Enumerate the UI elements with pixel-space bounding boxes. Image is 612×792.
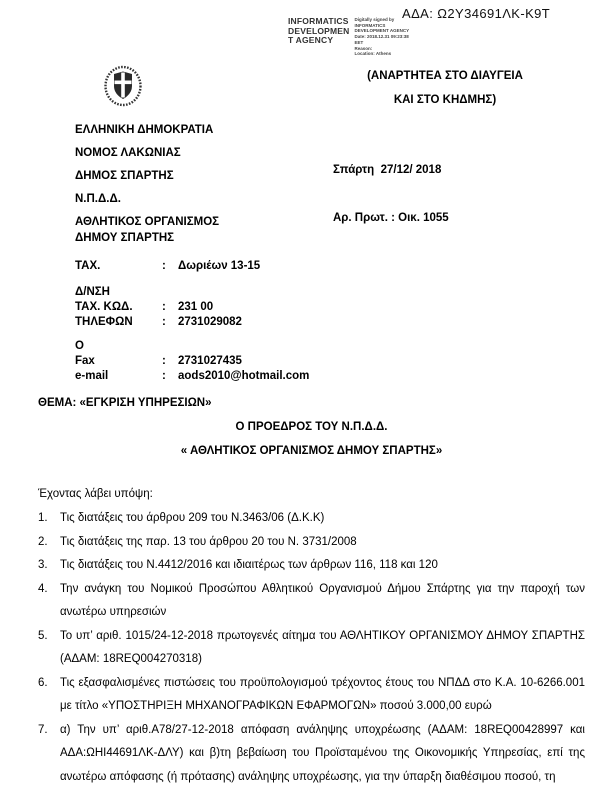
contact-separator — [162, 339, 178, 354]
list-item — [38, 554, 585, 578]
list-item — [38, 578, 585, 625]
contact-label: Fax — [75, 355, 95, 367]
contact-label: e-mail — [75, 370, 109, 382]
signature-detail-line: Location: Athens — [354, 51, 392, 57]
contact-row-email — [75, 369, 309, 384]
list-item-text: Το υπ’ αριθ. 1015/24-12-2018 πρωτογενές αίτημα του ΑΘΛΗΤΙΚΟΥ ΟΡΓΑΝΙΣΜΟΥ ΔΗΜΟΥ ΣΠΑΡΤΗΣ (ΑΔΑΜ: 18REQ004270318) — [60, 629, 585, 665]
list-item-text: Τις εξασφαλισμένες πιστώσεις του προϋπολογισμού τρέχοντος έτους του ΝΠΔΔ στο Κ.Α. 10-6266.001 με τίτλο «ΥΠΟΣΤΗΡΙΞΗ ΜΗΧΑΝΟΓΡΑΦΙΚΩΝ ΕΦΑΡΜΟΓΩΝ» ποσού 3.000,00 ευρώ — [60, 676, 585, 712]
signature-details — [355, 17, 410, 57]
contact-separator: : — [162, 260, 166, 272]
president-title: Ο ΠΡΟΕΔΡΟΣ ΤΟΥ Ν.Π.Δ.Δ. — [235, 421, 388, 433]
contact-row-fax — [75, 354, 309, 369]
list-item — [38, 672, 585, 719]
organization-line2: ΔΗΜΟΥ ΣΠΑΡΤΗΣ — [75, 232, 175, 244]
subject-line: ΘΕΜΑ: «ΕΓΚΡΙΣΗ ΥΠΗΡΕΣΙΩΝ» — [38, 397, 212, 409]
contact-separator: : — [162, 355, 166, 367]
contact-label: ΤΑΧ. — [75, 260, 101, 272]
list-item — [38, 625, 585, 672]
signature-detail-line: Reason: — [354, 45, 373, 51]
list-item-text: Την ανάγκη του Νομικού Προσώπου Αθλητικού Οργανισμού Δήμου Σπάρτης για την παροχή των ανωτέρω υπηρεσιών — [60, 582, 585, 618]
signature-agency-line: INFORMATICS — [288, 16, 349, 26]
publication-note-line2: ΚΑΙ ΣΤΟ ΚΗΔΜΗΣ) — [393, 94, 497, 106]
contact-separator: : — [162, 370, 166, 382]
contact-email-value: aods2010@hotmail.com — [178, 370, 310, 382]
municipality-line: ΔΗΜΟΣ ΣΠΑΡΤΗΣ — [75, 170, 174, 182]
list-item-number: 7. — [38, 723, 48, 736]
contact-label: ΤΑΧ. ΚΩΔ. — [75, 301, 133, 313]
contact-row-telephone — [75, 315, 309, 330]
signature-detail-line: EET — [354, 39, 364, 45]
publication-note — [336, 64, 554, 112]
list-item-number: 4. — [38, 582, 48, 595]
list-item-number: 3. — [38, 559, 48, 571]
digital-signature-stamp — [288, 17, 409, 57]
list-item-text: Τις διατάξεις του Ν.4412/2016 και ιδιαιτέρως των άρθρων 116, 118 και 120 — [60, 559, 438, 571]
signature-agency-line: DEVELOPMEN — [288, 25, 350, 36]
contact-label: Ο — [75, 340, 84, 352]
protocol-number-line: Αρ. Πρωτ. : Οικ. 1055 — [333, 212, 449, 224]
signature-detail-line: Date: 2018.12.31 09:23:38 — [354, 34, 409, 40]
list-item-number: 1. — [38, 512, 48, 524]
contact-value: 231 00 — [178, 301, 214, 313]
contact-row-postal-code — [75, 300, 309, 315]
contact-value: 2731027435 — [178, 355, 242, 367]
signature-detail-line: INFORMATICS — [354, 22, 386, 28]
prefecture-line: ΝΟΜΟΣ ΛΑΚΩΝΙΑΣ — [75, 147, 181, 159]
list-item-text: Τις διατάξεις της παρ. 13 του άρθρου 20 του Ν. 3731/2008 — [60, 535, 357, 548]
city-date-line: Σπάρτη 27/12/ 2018 — [333, 164, 442, 176]
contact-label: ΤΗΛΕΦΩΝ — [75, 316, 133, 328]
contact-value: Δωριέων 13-15 — [178, 260, 261, 272]
organization-title: « ΑΘΛΗΤΙΚΟΣ ΟΡΓΑΝΙΣΜΟΣ ΔΗΜΟΥ ΣΠΑΡΤΗΣ» — [180, 445, 443, 457]
contact-value: 2731029082 — [178, 316, 242, 328]
document-body — [38, 397, 585, 789]
list-item-number: 6. — [38, 676, 48, 689]
list-item — [38, 531, 585, 555]
contact-row-directorate — [75, 285, 309, 300]
legal-entity-line: Ν.Π.Δ.Δ. — [75, 193, 121, 205]
publication-note-line1: (ΑΝΑΡΤΗΤΕΑ ΣΤΟ ΔΙΑΥΓΕΙΑ — [367, 70, 523, 82]
contact-separator: : — [162, 301, 166, 313]
contact-row-telephone-wrap — [75, 339, 309, 354]
signature-agency-name — [288, 17, 350, 57]
greek-coat-of-arms-icon — [103, 65, 143, 107]
issuing-authority-block — [75, 124, 219, 245]
list-item-number: 5. — [38, 629, 48, 642]
protocol-block — [333, 130, 449, 258]
hellenic-republic-line: ΕΛΛΗΝΙΚΗ ΔΗΜΟΚΡΑΤΙΑ — [75, 124, 214, 136]
considerations-intro: Έχοντας λάβει υπόψη: — [38, 488, 153, 500]
signature-agency-line: T AGENCY — [288, 35, 334, 45]
contact-row-address — [75, 259, 309, 274]
signature-detail-line: Digitally signed by — [354, 17, 395, 22]
contact-separator: : — [162, 316, 166, 328]
organization-line1: ΑΘΛΗΤΙΚΟΣ ΟΡΓΑΝΙΣΜΟΣ — [75, 216, 220, 228]
signature-detail-line: DEVELOPMENT AGENCY — [354, 28, 410, 34]
list-item-text: Τις διατάξεις του άρθρου 209 του Ν.3463/06 (Δ.Κ.Κ) — [60, 512, 325, 524]
list-item-number: 2. — [38, 535, 48, 548]
contact-separator — [162, 285, 178, 300]
list-item-text: α) Την υπ’ αριθ.Α78/27-12-2018 απόφαση ανάληψης υποχρέωσης (ΑΔΑΜ: 18REQ00428997 και ΑΔΑ:ΩΗΙ44691ΛΚ-ΔΛΥ) και β)τη βεβαίωση του Προϊσταμένου της Οικονομικής Υπηρεσίας, επί της ανωτέρω απόφασης (ή πρότασης) ανάληψης υποχρέωσης, για την ύπαρξη διαθέσιμου ποσού, τη — [60, 723, 585, 783]
contact-label: Δ/ΝΣΗ — [75, 286, 110, 298]
contact-info-table — [75, 259, 309, 384]
considerations-list — [38, 507, 585, 789]
ada-code: ΑΔΑ: Ω2Υ34691ΛΚ-Κ9Τ — [402, 6, 551, 21]
list-item — [38, 507, 585, 531]
list-item — [38, 719, 585, 790]
